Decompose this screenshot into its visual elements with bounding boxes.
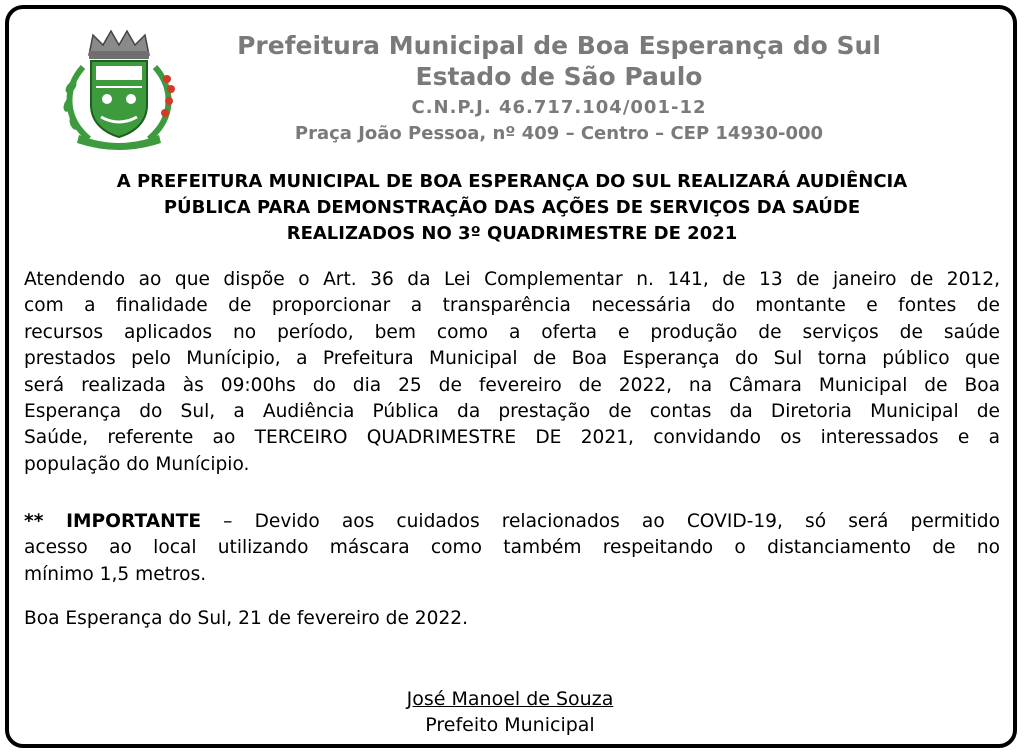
title-line: REALIZADOS NO 3º QUADRIMESTRE DE 2021	[286, 223, 738, 244]
header-cnpj: C.N.P.J. 46.717.104/001-12	[411, 97, 707, 118]
important-text: – Devido aos cuidados relacionados ao COVID-19, só será permitido	[201, 511, 1000, 532]
paragraph-line: recursos aplicados no período, bem como a oferta e produção de serviços de saúde	[24, 321, 1000, 343]
signature-name: José Manoel de Souza	[406, 688, 614, 710]
paragraph-line: será realizada às 09:00hs do dia 25 de fevereiro de 2022, na Câmara Municipal de Boa	[24, 374, 1000, 396]
paragraph-line: prestados pelo Munícipio, a Prefeitura Municipal de Boa Esperança do Sul torna público que	[24, 348, 1000, 370]
paragraph-line: com a finalidade de proporcionar a transparência necessária do montante e fontes de	[24, 295, 1000, 317]
paragraph-line: Atendendo ao que dispõe o Art. 36 da Lei Complementar n. 141, de 13 de janeiro de 2012,	[24, 269, 1000, 290]
paragraph-line: mínimo 1,5 metros.	[24, 563, 207, 585]
title-line: A PREFEITURA MUNICIPAL DE BOA ESPERANÇA DO SUL REALIZARÁ AUDIÊNCIA	[116, 171, 908, 192]
paragraph-line: Esperança do Sul, a Audiência Pública da prestação de contas da Diretoria Municipal de	[24, 400, 1000, 422]
paragraph-line: população do Munícipio.	[24, 453, 250, 475]
announcement-paragraph	[24, 267, 1000, 478]
notice-title	[20, 169, 1004, 247]
date-text: Boa Esperança do Sul, 21 de fevereiro de 2022.	[24, 608, 469, 629]
municipal-coat-of-arms-icon	[49, 27, 189, 152]
header-address: Praça João Pessoa, nº 409 – Centro – CEP 14930-000	[294, 123, 824, 144]
paragraph-line: Saúde, referente ao TERCEIRO QUADRIMESTRE DE 2021, convidando os interessados e a	[24, 427, 1000, 449]
important-label: ** IMPORTANTE	[24, 511, 202, 532]
paragraph-line	[24, 509, 1000, 535]
header-municipality: Prefeitura Municipal de Boa Esperança do Sul	[237, 31, 881, 60]
title-line: PÚBLICA PARA DEMONSTRAÇÃO DAS AÇÕES DE SERVIÇOS DA SAÚDE	[163, 197, 861, 218]
signature-role: Prefeito Municipal	[425, 714, 595, 736]
header-state: Estado de São Paulo	[415, 62, 703, 91]
important-paragraph	[24, 509, 1000, 588]
date-line	[24, 606, 1000, 632]
paragraph-line: acesso ao local utilizando máscara como também respeitando o distanciamento de no	[24, 537, 1000, 559]
